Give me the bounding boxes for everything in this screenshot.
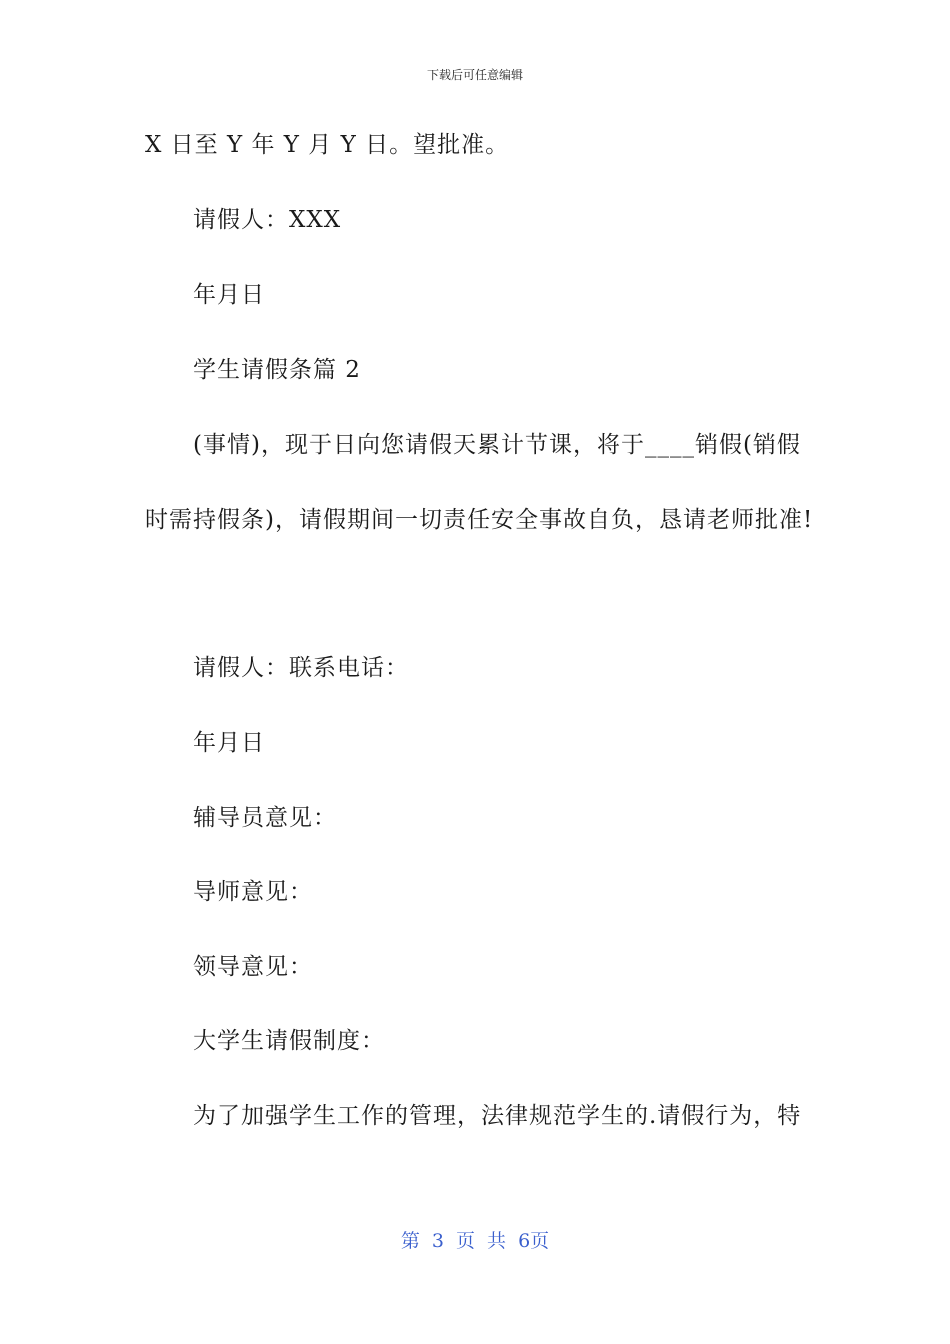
page-header-note: 下载后可任意编辑 <box>426 68 523 82</box>
body-line-9: 辅导员意见： <box>193 805 337 831</box>
body-line-6: 时需持假条)，请假期间一切责任安全事故自负，恳请老师批准! <box>145 507 814 533</box>
body-line-13: 为了加强学生工作的管理，法律规范学生的.请假行为，特 <box>193 1103 802 1129</box>
body-line-3: 年月日 <box>193 282 265 308</box>
page-number-footer: 第 3 页 共 6页 <box>400 1230 550 1252</box>
body-line-5: (事情)，现于日向您请假天累计节课，将于____销假(销假 <box>193 432 801 458</box>
body-line-2: 请假人：XXX <box>193 207 342 233</box>
body-line-8: 年月日 <box>193 730 265 756</box>
body-line-4: 学生请假条篇 2 <box>193 357 361 383</box>
body-line-10: 导师意见： <box>193 879 313 905</box>
body-line-7: 请假人：联系电话： <box>193 655 409 681</box>
body-line-1: X 日至 Y 年 Y 月 Y 日。望批准。 <box>145 132 510 158</box>
body-line-11: 领导意见： <box>193 954 313 980</box>
body-line-12: 大学生请假制度： <box>193 1028 385 1054</box>
